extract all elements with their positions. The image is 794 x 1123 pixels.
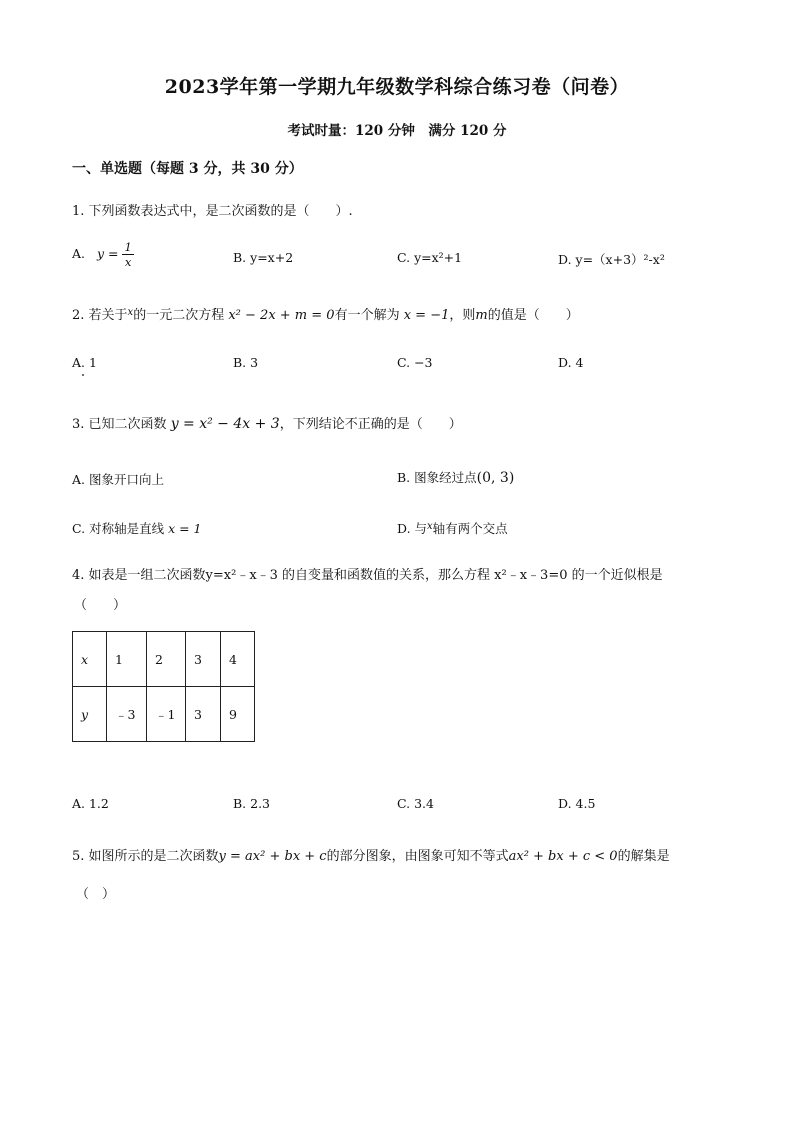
q1-option-a-fraction: $\frac{1}{x}$ [124, 240, 132, 269]
section-heading: 一、单选题（每题 3 分，共 30 分） [72, 161, 303, 177]
q4-option-a: A. 1.2 [72, 796, 109, 811]
table-cell: 9 [221, 687, 255, 742]
table-cell: 1 [107, 632, 147, 687]
q2-option-c: C. −3 [397, 355, 433, 370]
table-cell: 2 [147, 632, 186, 687]
q1-option-d: D. y=（x+3）²-x² [558, 252, 665, 267]
table-cell: y [73, 687, 107, 742]
q3-option-d: D. 与$^x$轴有两个交点 [397, 521, 508, 536]
q4-value-table [72, 631, 255, 742]
exam-title: 2023学年第一学期九年级数学科综合练习卷（问卷） [164, 76, 630, 98]
table-cell: ﹣3 [107, 687, 147, 742]
q3-option-c: C. 对称轴是直线 x = 1 [72, 521, 202, 536]
q3-stem: 3. 已知二次函数 y = x² − 4x + 3，下列结论不正确的是（ ） [72, 416, 462, 432]
q1-option-b: B. y=x+2 [233, 250, 294, 265]
table-cell: 3 [186, 632, 221, 687]
table-cell: x [73, 632, 107, 687]
q3-point: (0, 3) [476, 470, 515, 486]
q2-stem: 2. 若关于$^x$的一元二次方程 x² − 2x + m = 0有一个解为 x = −1，则m的值是（ ） [72, 307, 579, 323]
q3-option-b: B. 图象经过点(0, 3) [397, 470, 515, 486]
q4-stem: 4. 如表是一组二次函数y=x²﹣x﹣3 的自变量和函数值的关系，那么方程 x²﹣x﹣3=0 的一个近似根是 [72, 568, 663, 583]
q2-option-a: A. 1 [72, 355, 97, 370]
exam-info: 考试时量：120 分钟 满分 120 分 [287, 123, 507, 139]
q1-option-a-label: A. [72, 246, 86, 261]
q4-option-d: D. 4.5 [558, 796, 596, 811]
q2-equation: x² − 2x + m = 0 [228, 308, 335, 323]
table-row [73, 687, 255, 742]
q5-stem: 5. 如图所示的是二次函数y = ax² + bx + c的部分图象，由图象可知不等式ax² + bx + c < 0的解集是 [72, 849, 670, 864]
table-row [73, 632, 255, 687]
q3-function: y = x² − 4x + 3 [170, 416, 280, 432]
q1-option-c: C. y=x²+1 [397, 250, 463, 265]
q4-option-c: C. 3.4 [397, 796, 434, 811]
q1-option-a: A. y = $\frac{1}{x}$ [72, 240, 132, 269]
table-cell: 3 [186, 687, 221, 742]
q5-stem-brackets: （ ） [76, 887, 116, 902]
stray-dot [82, 374, 84, 376]
q5-inequality: ax² + bx + c < 0 [508, 849, 618, 864]
table-cell: ﹣1 [147, 687, 186, 742]
table-cell: 4 [221, 632, 255, 687]
q4-stem-brackets: （ ） [74, 598, 127, 613]
q5-function: y = ax² + bx + c [218, 849, 327, 864]
q1-stem: 1. 下列函数表达式中，是二次函数的是（ ）. [72, 204, 353, 219]
q4-option-b: B. 2.3 [233, 796, 271, 811]
q3-option-a: A. 图象开口向上 [72, 472, 164, 487]
q2-option-b: B. 3 [233, 355, 259, 370]
q2-solution: x = −1 [403, 308, 450, 323]
q2-option-d: D. 4 [558, 355, 584, 370]
